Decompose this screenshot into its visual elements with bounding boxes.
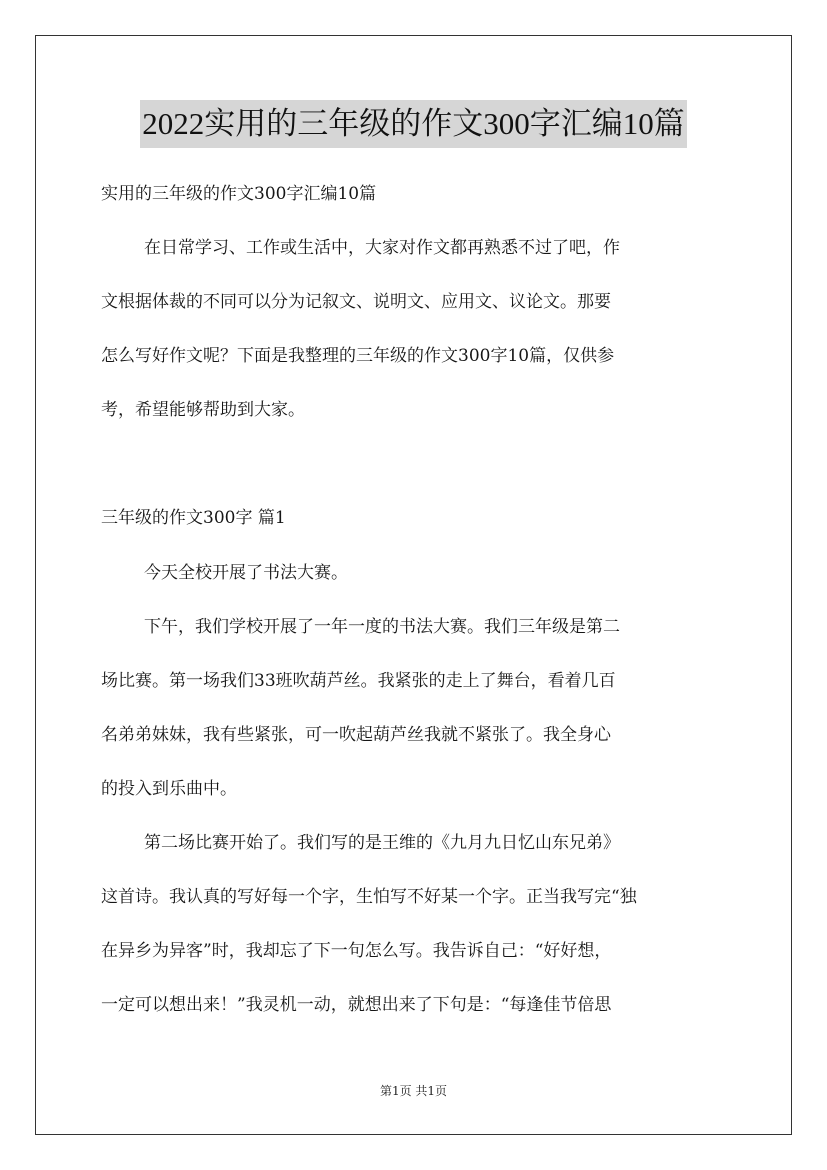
body-line-9: 一定可以想出来！”我灵机一动，就想出来了下句是：“每逢佳节倍思 [101,995,612,1015]
intro-line-2: 文根据体裁的不同可以分为记叙文、说明文、应用文、议论文。那要 [101,292,611,312]
body-line-2: 下午，我们学校开展了一年一度的书法大赛。我们三年级是第二 [144,617,620,637]
body-line-3: 场比赛。第一场我们33班吹葫芦丝。我紧张的走上了舞台，看着几百 [101,671,616,691]
body-line-8: 在异乡为异客”时，我却忘了下一句怎么写。我告诉自己：“好好想， [101,941,612,961]
intro-line-3: 怎么写好作文呢？下面是我整理的三年级的作文300字10篇，仅供参 [101,346,615,366]
page-footer: 第1页 共1页 [379,1084,448,1098]
title-container [0,100,827,148]
document-title: 2022实用的三年级的作文300字汇编10篇 [140,100,687,148]
body-line-6: 第二场比赛开始了。我们写的是王维的《九月九日忆山东兄弟》 [144,833,620,853]
document-subtitle: 实用的三年级的作文300字汇编10篇 [101,184,377,204]
intro-line-4: 考，希望能够帮助到大家。 [101,400,305,420]
body-line-5: 的投入到乐曲中。 [101,779,237,799]
body-line-4: 名弟弟妹妹，我有些紧张，可一吹起葫芦丝我就不紧张了。我全身心 [101,725,611,745]
body-line-7: 这首诗。我认真的写好每一个字，生怕写不好某一个字。正当我写完“独 [101,887,637,907]
intro-line-1: 在日常学习、工作或生活中，大家对作文都再熟悉不过了吧，作 [144,238,620,258]
section-heading: 三年级的作文300字 篇1 [101,508,286,528]
body-line-1: 今天全校开展了书法大赛。 [144,563,348,583]
